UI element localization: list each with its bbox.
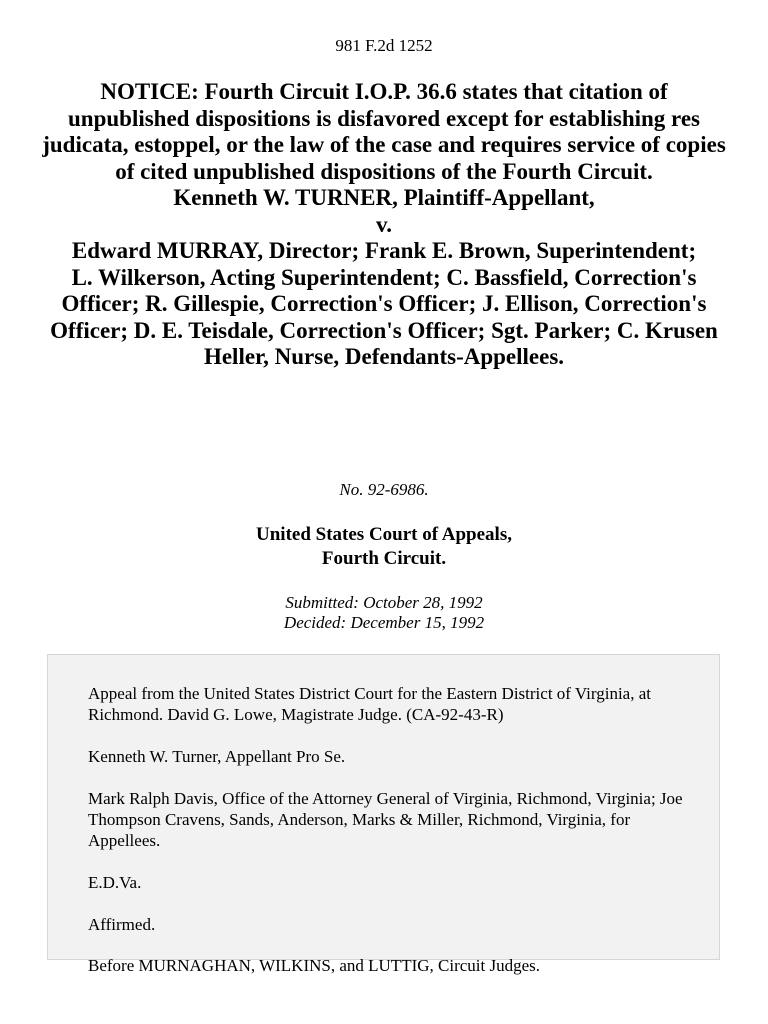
appellant-counsel-text: Kenneth W. Turner, Appellant Pro Se. (88, 747, 346, 766)
versus-text: v. (376, 211, 392, 237)
defendants-line-1: Edward MURRAY, Director; Frank E. Brown, Superintendent; (71, 238, 697, 263)
submitted-date: Submitted: October 28, 1992 (285, 593, 483, 612)
notice-text: NOTICE: Fourth Circuit I.O.P. 36.6 states that citation of unpublished dispositions is disfavored except for establishing res judicata, estoppel, or the law of the case and requires service of copies of cited unpublished dispositions of the Fourth Circuit. (42, 79, 726, 184)
lower-court-text: E.D.Va. (88, 873, 142, 892)
plaintiff-name: Kenneth W. TURNER, Plaintiff-Appellant, (173, 185, 595, 210)
case-summary-box (47, 654, 720, 975)
defendants-line-2: L. Wilkerson, Acting Superintendent; C. Bassfield, Correction's Officer; R. Gillespie, Correction's Officer; J. Ellison, Correction's Officer; D. E. Teisdale, Correction's Officer; Sgt. Parker; C. Krusen Heller, Nurse, Defendants-Appellees. (50, 264, 718, 369)
appeal-from-text: Appeal from the United States District Court for the Eastern District of Virginia, at Richmond. David G. Lowe, Magistrate Judge. (CA-92-43-R) (88, 684, 652, 724)
court-name-line-2: Fourth Circuit. (321, 548, 447, 569)
panel-text: Before MURNAGHAN, WILKINS, and LUTTIG, Circuit Judges. (88, 956, 541, 975)
disposition-text: Affirmed. (88, 915, 156, 934)
court-name (0, 523, 768, 571)
decided-date: Decided: December 15, 1992 (283, 613, 485, 632)
case-dates (0, 593, 768, 633)
reporter-citation: 981 F.2d 1252 (335, 36, 433, 55)
court-name-line-1: United States Court of Appeals, (256, 524, 512, 545)
appellee-counsel-text: Mark Ralph Davis, Office of the Attorney General of Virginia, Richmond, Virginia; Joe Thompson Cravens, Sands, Anderson, Marks & Miller, Richmond, Virginia, for Appellees. (88, 789, 683, 850)
docket-number: No. 92-6986. (339, 480, 429, 499)
case-caption (40, 79, 728, 371)
